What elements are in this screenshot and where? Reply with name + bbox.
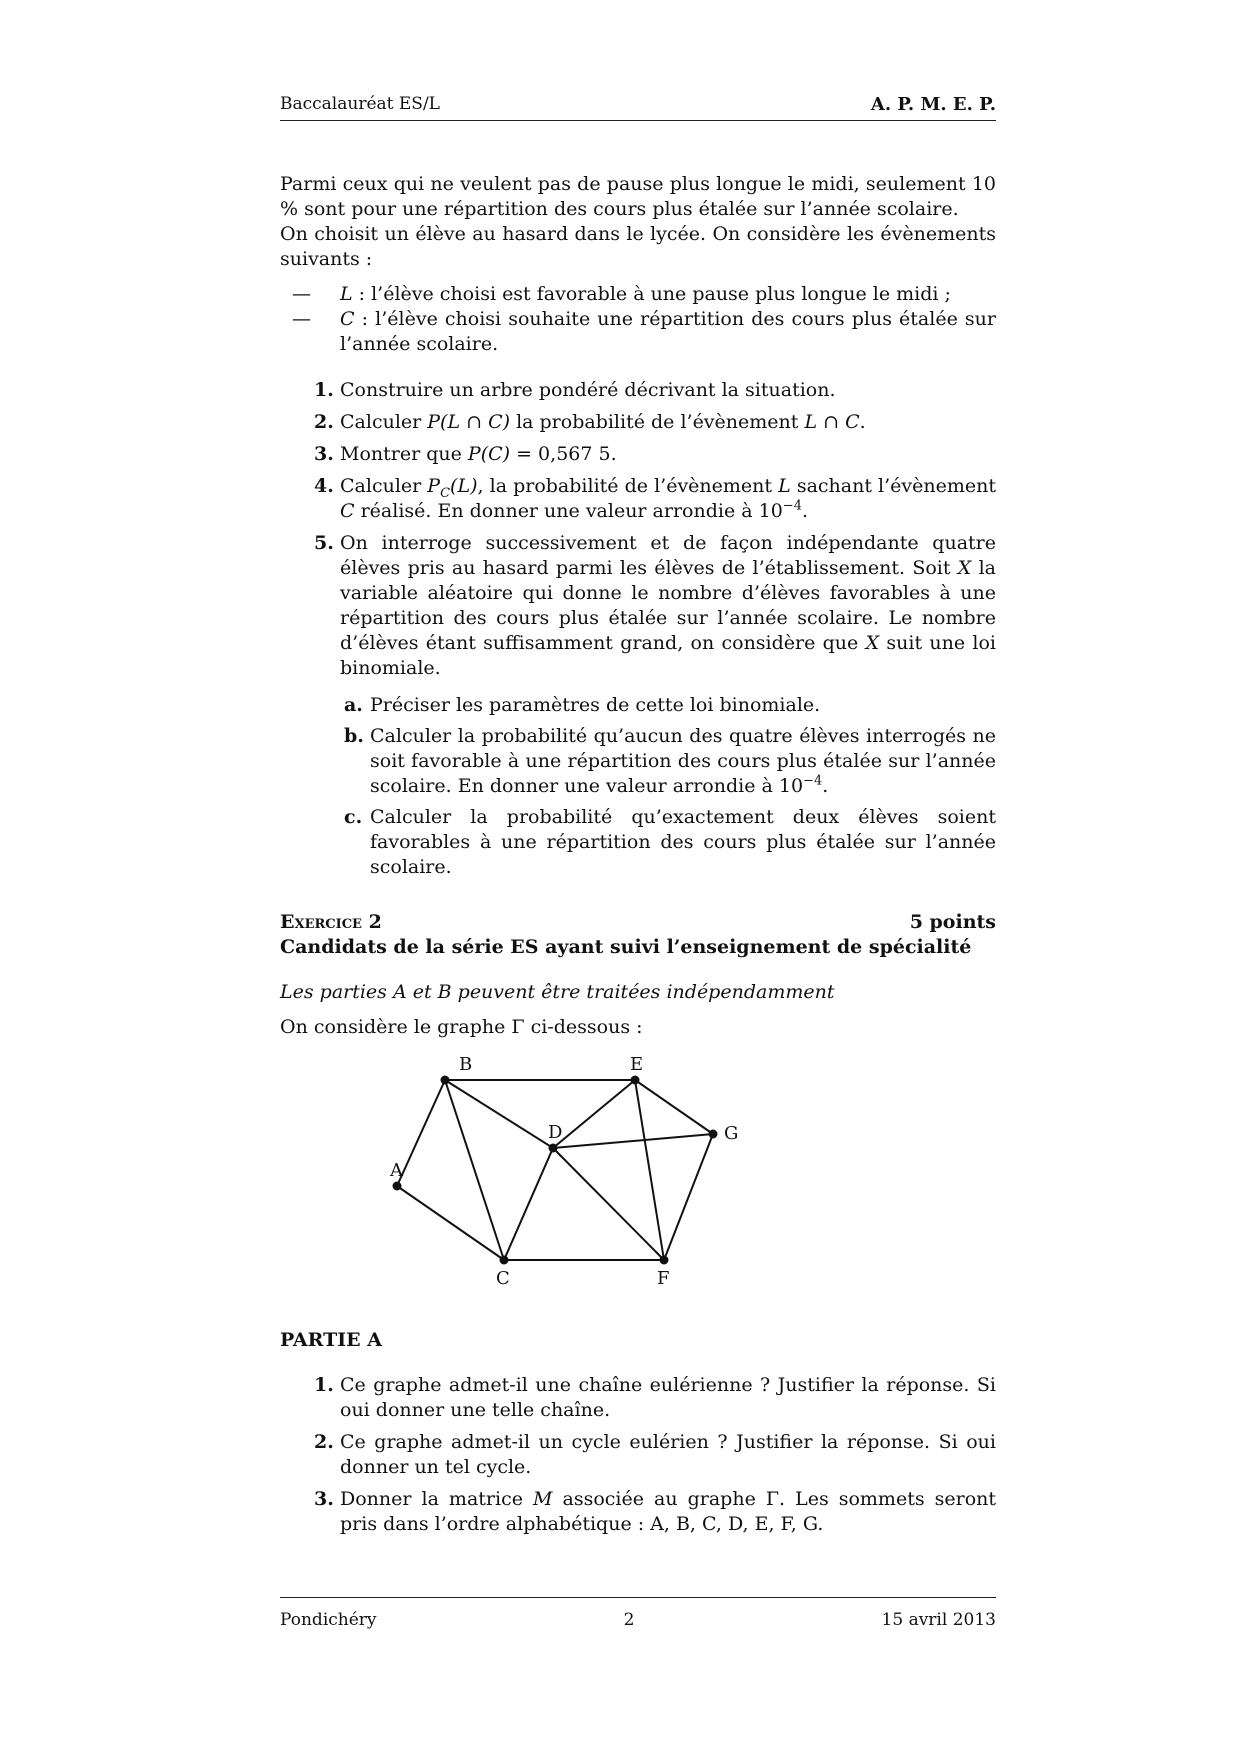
math-expression: M (533, 1488, 553, 1510)
vertex-label-G: G (724, 1123, 739, 1144)
math-expression: X (957, 557, 972, 579)
question-text: Calculer (340, 475, 428, 497)
edge-D-G (553, 1134, 713, 1148)
vertex-E (631, 1076, 640, 1085)
question-number: 4. (314, 475, 334, 497)
question-text: Ce graphe admet-il un cycle eulérien ? Justifier la réponse. Si oui donner un tel cycle. (340, 1431, 996, 1478)
edge-E-F (635, 1080, 664, 1260)
sub-question-b (340, 724, 996, 799)
edge-D-F (553, 1148, 664, 1260)
graph-intro: On considère le graphe Γ ci-dessous : (280, 1016, 643, 1038)
question-number: 3. (314, 443, 334, 465)
math-expression: L ∩ C (804, 411, 860, 433)
sub-question-text: Préciser les paramètres de cette loi binomiale. (370, 694, 821, 716)
dash-marker: — (292, 308, 311, 330)
question-text: Ce graphe admet-il une chaîne eulérienne ? Justifier la réponse. Si oui donner une telle chaîne. (340, 1374, 996, 1421)
exercise-points: 5 points (909, 911, 996, 933)
event-symbol: C (340, 308, 355, 330)
events-list (280, 282, 996, 357)
vertex-label-D: D (548, 1122, 563, 1143)
question-number: 5. (314, 532, 334, 554)
question-text: Construire un arbre pondéré décrivant la situation. (340, 379, 836, 401)
question-text: Montrer que (340, 443, 468, 465)
question-2 (280, 410, 996, 435)
math-expression: X (865, 632, 880, 654)
event-item-C (280, 307, 996, 357)
math-expression: P (427, 475, 441, 497)
main-content (280, 172, 996, 1544)
edge-A-C (397, 1186, 504, 1260)
footer-rule (280, 1597, 996, 1598)
question-text: associée au graphe Γ. Les sommets seront pris dans l’ordre alphabétique : A, B, C, D, E, F, G. (340, 1488, 996, 1535)
question-text: sachant l’évènement (790, 475, 997, 497)
vertex-G (709, 1130, 718, 1139)
sub-question-letter: b. (344, 725, 364, 747)
event-text: : l’élève choisi est favorable à une pause plus longue le midi ; (352, 283, 951, 305)
page-header (280, 94, 996, 115)
sub-question-letter: a. (344, 694, 363, 716)
question-text: . (859, 411, 866, 433)
part-a-questions (280, 1373, 996, 1537)
vertex-label-A: A (390, 1160, 403, 1181)
part-a-question-1 (280, 1373, 996, 1423)
vertex-C (500, 1256, 509, 1265)
question-number: 1. (314, 1374, 334, 1396)
math-expression: P(L ∩ C) (427, 411, 511, 433)
exercise-label: Exercice 2 (280, 911, 382, 933)
vertex-F (660, 1256, 669, 1265)
page-footer (280, 1610, 996, 1630)
question-text: = 0,567 5. (510, 443, 617, 465)
header-left: Baccalauréat ES/L (280, 94, 440, 114)
question-number: 2. (314, 411, 334, 433)
question-text: suit une loi binomiale. (340, 632, 996, 679)
part-a-question-3 (280, 1487, 996, 1537)
vertex-label-F: F (657, 1268, 670, 1289)
exercise-header (280, 910, 996, 935)
question-text: . (801, 500, 809, 522)
intro-paragraph-2: On choisit un élève au hasard dans le lycée. On considère les évènements suivants : (280, 223, 996, 270)
question-number: 3. (314, 1488, 334, 1510)
question-text: la probabilité de l’évènement (510, 411, 805, 433)
edge-B-A (397, 1080, 445, 1186)
math-exponent: −4 (803, 773, 823, 789)
math-expression: P(C) (467, 443, 511, 465)
vertex-A (393, 1182, 402, 1191)
edge-B-C (445, 1080, 504, 1260)
question-1 (280, 378, 996, 403)
math-expression: L (778, 475, 791, 497)
sub-question-letter: c. (344, 806, 363, 828)
question-text: On interroge successivement et de façon indépendante quatre élèves pris au hasard parmi les élèves de l’établissement. Soit (340, 532, 996, 579)
question-text: , la probabilité de l’évènement (477, 475, 779, 497)
header-right: A. P. M. E. P. (870, 94, 996, 115)
question-number: 1. (314, 379, 334, 401)
question-text: la variable aléatoire qui donne le nombre d’élèves favorables à une répartition des cours plus étalée sur l’année scolaire. Le nombre d’élèves étant suffisamment grand, on considère que (340, 557, 996, 654)
question-number: 2. (314, 1431, 334, 1453)
vertex-label-E: E (630, 1054, 644, 1075)
page-number: 2 (623, 1610, 635, 1630)
edge-B-D (445, 1080, 553, 1148)
math-expression: (L) (450, 475, 478, 497)
exercise-title: Candidats de la série ES ayant suivi l’enseignement de spécialité (280, 936, 972, 958)
question-3 (280, 442, 996, 467)
edge-G-F (664, 1134, 713, 1260)
edge-D-E (553, 1080, 635, 1148)
graph-gamma (280, 1050, 996, 1320)
math-exponent: −4 (782, 498, 802, 514)
edge-E-G (635, 1080, 713, 1134)
event-item-L (280, 282, 996, 307)
vertex-label-C: C (496, 1268, 510, 1289)
event-symbol: L (340, 283, 353, 305)
part-a-question-2 (280, 1430, 996, 1480)
question-text: Donner la matrice (340, 1488, 533, 1510)
questions-list (280, 378, 996, 880)
sub-questions-list (340, 693, 996, 880)
intro-paragraph-1: Parmi ceux qui ne veulent pas de pause plus longue le midi, seulement 10 % sont pour une répartition des cours plus étalée sur l’année scolaire. (280, 173, 996, 220)
question-4 (280, 474, 996, 524)
exercise-note: Les parties A et B peuvent être traitées indépendamment (280, 981, 835, 1003)
vertex-D (549, 1144, 558, 1153)
vertex-B (441, 1076, 450, 1085)
vertex-label-B: B (459, 1054, 473, 1075)
footer-left: Pondichéry (280, 1610, 377, 1630)
event-text: : l’élève choisi souhaite une répartition des cours plus étalée sur l’année scolaire. (340, 308, 996, 355)
header-rule (280, 120, 996, 121)
sub-question-a (340, 693, 996, 718)
edge-C-D (504, 1148, 553, 1260)
sub-question-text: Calculer la probabilité qu’aucun des quatre élèves interrogés ne soit favorable à une répartition des cours plus étalée sur l’année scolaire. En donner une valeur arrondie à 10 (370, 725, 996, 797)
part-a-title: PARTIE A (280, 1329, 382, 1351)
math-subscript: C (440, 485, 451, 501)
sub-question-c (340, 805, 996, 880)
sub-question-text: Calculer la probabilité qu’exactement deux élèves soient favorables à une répartition des cours plus étalée sur l’année scolaire. (370, 806, 996, 878)
sub-question-text: . (822, 775, 829, 797)
question-text: Calculer (340, 411, 428, 433)
footer-date: 15 avril 2013 (881, 1610, 996, 1630)
question-text: réalisé. En donner une valeur arrondie à 10 (354, 500, 783, 522)
math-expression: C (340, 500, 355, 522)
question-5 (280, 531, 996, 880)
dash-marker: — (292, 283, 311, 305)
